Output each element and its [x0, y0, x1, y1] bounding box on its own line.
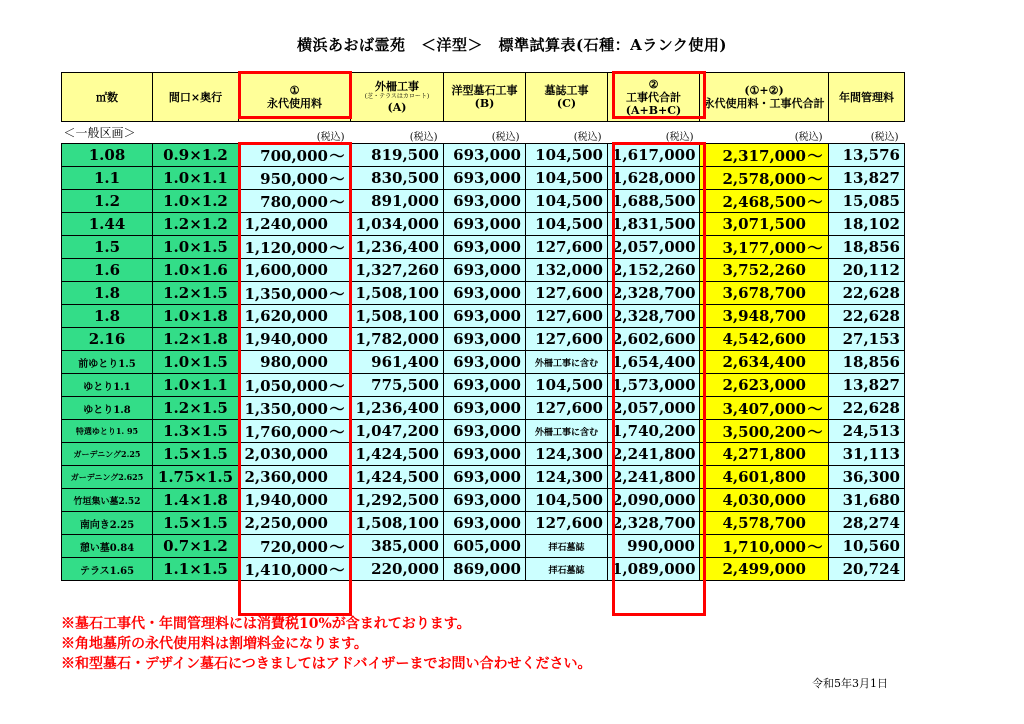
- cell-perpetual-fee: 1,620,000: [239, 305, 351, 328]
- cell-perpetual-fee: 700,000～: [239, 144, 351, 167]
- cell-epitaph-work: 127,600: [526, 512, 608, 535]
- cell-annual-fee: 15,085: [829, 190, 905, 213]
- cell-perpetual-fee: 1,760,000～: [239, 420, 351, 443]
- footnote: ※墓石工事代・年間管理料には消費税10%が含まれております。: [61, 616, 471, 632]
- cell-fence-work: 1,236,400: [351, 397, 444, 420]
- footnote: ※和型墓石・デザイン墓石につきましてはアドバイザーまでお問い合わせください。: [61, 656, 592, 672]
- cell-annual-fee: 13,827: [829, 167, 905, 190]
- cell-tombstone-work: 693,000: [444, 420, 526, 443]
- table-row: [62, 351, 905, 374]
- table-row: [62, 259, 905, 282]
- cell-size: 1.0×1.6: [153, 259, 239, 282]
- header-row: [62, 73, 905, 122]
- cell-area: ゆとり1.1: [62, 374, 153, 397]
- cell-size: 1.3×1.5: [153, 420, 239, 443]
- cell-size: 1.0×1.1: [153, 374, 239, 397]
- table-row: [62, 328, 905, 351]
- cell-size: 0.9×1.2: [153, 144, 239, 167]
- cell-grand-total: 4,542,600: [700, 328, 829, 351]
- cell-tombstone-work: 693,000: [444, 328, 526, 351]
- cell-grand-total: 3,500,200～: [700, 420, 829, 443]
- cell-annual-fee: 31,113: [829, 443, 905, 466]
- price-table: [61, 72, 905, 581]
- cell-grand-total: 2,499,000: [700, 558, 829, 581]
- cell-work-total: 1,740,200: [608, 420, 700, 443]
- table-row: [62, 443, 905, 466]
- cell-tombstone-work: 693,000: [444, 190, 526, 213]
- cell-fence-work: 1,424,500: [351, 443, 444, 466]
- cell-area: 憩い墓0.84: [62, 535, 153, 558]
- cell-tombstone-work: 693,000: [444, 512, 526, 535]
- cell-epitaph-work: 127,600: [526, 397, 608, 420]
- cell-grand-total: 4,271,800: [700, 443, 829, 466]
- cell-tombstone-work: 869,000: [444, 558, 526, 581]
- tax-note: (税込): [239, 122, 351, 144]
- cell-perpetual-fee: 720,000～: [239, 535, 351, 558]
- cell-size: 1.75×1.5: [153, 466, 239, 489]
- table-row: [62, 374, 905, 397]
- cell-area: ガーデニング2.625: [62, 466, 153, 489]
- footnote: ※角地墓所の永代使用料は割増料金になります。: [61, 636, 368, 652]
- cell-perpetual-fee: 1,240,000: [239, 213, 351, 236]
- cell-fence-work: 1,508,100: [351, 305, 444, 328]
- cell-area: 2.16: [62, 328, 153, 351]
- table-row: [62, 420, 905, 443]
- cell-fence-work: 220,000: [351, 558, 444, 581]
- cell-annual-fee: 22,628: [829, 305, 905, 328]
- cell-tombstone-work: 693,000: [444, 374, 526, 397]
- cell-size: 1.1×1.5: [153, 558, 239, 581]
- cell-work-total: 1,628,000: [608, 167, 700, 190]
- cell-area: 1.8: [62, 305, 153, 328]
- cell-work-total: 990,000: [608, 535, 700, 558]
- cell-size: 1.4×1.8: [153, 489, 239, 512]
- table-row: [62, 466, 905, 489]
- cell-size: 1.5×1.5: [153, 443, 239, 466]
- cell-fence-work: 1,424,500: [351, 466, 444, 489]
- cell-grand-total: 3,752,260: [700, 259, 829, 282]
- cell-grand-total: 2,634,400: [700, 351, 829, 374]
- cell-fence-work: 1,047,200: [351, 420, 444, 443]
- cell-perpetual-fee: 2,030,000: [239, 443, 351, 466]
- cell-grand-total: 3,948,700: [700, 305, 829, 328]
- cell-area: ガーデニング2.25: [62, 443, 153, 466]
- table-row: [62, 305, 905, 328]
- cell-fence-work: 1,508,100: [351, 512, 444, 535]
- cell-size: 1.5×1.5: [153, 512, 239, 535]
- cell-epitaph-work: 拝石墓誌: [526, 535, 608, 558]
- cell-fence-work: 1,236,400: [351, 236, 444, 259]
- cell-work-total: 2,328,700: [608, 512, 700, 535]
- table-row: [62, 512, 905, 535]
- cell-fence-work: 891,000: [351, 190, 444, 213]
- cell-grand-total: 4,601,800: [700, 466, 829, 489]
- cell-fence-work: 830,500: [351, 167, 444, 190]
- cell-work-total: 2,090,000: [608, 489, 700, 512]
- table-row: [62, 489, 905, 512]
- page-title: 横浜あおば霊苑 ＜洋型＞ 標準試算表(石種：Aランク使用): [296, 36, 728, 54]
- cell-work-total: 2,328,700: [608, 282, 700, 305]
- cell-grand-total: 2,578,000～: [700, 167, 829, 190]
- cell-tombstone-work: 693,000: [444, 397, 526, 420]
- cell-size: 1.0×1.2: [153, 190, 239, 213]
- cell-fence-work: 1,292,500: [351, 489, 444, 512]
- header-tombstone-work: 洋型墓石工事 (B): [444, 73, 526, 122]
- cell-area: テラス1.65: [62, 558, 153, 581]
- cell-epitaph-work: 127,600: [526, 236, 608, 259]
- cell-epitaph-work: 132,000: [526, 259, 608, 282]
- cell-work-total: 2,241,800: [608, 466, 700, 489]
- cell-fence-work: 819,500: [351, 144, 444, 167]
- cell-area: 1.2: [62, 190, 153, 213]
- cell-fence-work: 1,327,260: [351, 259, 444, 282]
- cell-perpetual-fee: 950,000～: [239, 167, 351, 190]
- cell-tombstone-work: 693,000: [444, 443, 526, 466]
- cell-work-total: 1,688,500: [608, 190, 700, 213]
- table-row: [62, 558, 905, 581]
- cell-annual-fee: 20,724: [829, 558, 905, 581]
- cell-annual-fee: 18,856: [829, 236, 905, 259]
- cell-epitaph-work: 拝石墓誌: [526, 558, 608, 581]
- cell-tombstone-work: 693,000: [444, 236, 526, 259]
- cell-tombstone-work: 693,000: [444, 351, 526, 374]
- cell-size: 1.2×1.8: [153, 328, 239, 351]
- cell-size: 1.0×1.1: [153, 167, 239, 190]
- header-fence-work: 外柵工事 (芝・テラスはカロート) (A): [351, 73, 444, 122]
- cell-perpetual-fee: 1,350,000～: [239, 282, 351, 305]
- cell-work-total: 2,057,000: [608, 236, 700, 259]
- cell-epitaph-work: 104,500: [526, 489, 608, 512]
- cell-epitaph-work: 104,500: [526, 374, 608, 397]
- cell-annual-fee: 27,153: [829, 328, 905, 351]
- tax-note: (税込): [444, 122, 526, 144]
- cell-annual-fee: 22,628: [829, 282, 905, 305]
- table-row: [62, 190, 905, 213]
- cell-annual-fee: 13,827: [829, 374, 905, 397]
- tax-note: (税込): [351, 122, 444, 144]
- cell-annual-fee: 22,628: [829, 397, 905, 420]
- cell-perpetual-fee: 980,000: [239, 351, 351, 374]
- cell-epitaph-work: 104,500: [526, 190, 608, 213]
- cell-grand-total: 3,407,000～: [700, 397, 829, 420]
- tax-note: (税込): [526, 122, 608, 144]
- cell-tombstone-work: 693,000: [444, 259, 526, 282]
- cell-tombstone-work: 693,000: [444, 167, 526, 190]
- cell-perpetual-fee: 1,050,000～: [239, 374, 351, 397]
- cell-work-total: 1,654,400: [608, 351, 700, 374]
- cell-epitaph-work: 外柵工事に含む: [526, 351, 608, 374]
- cell-grand-total: 3,071,500: [700, 213, 829, 236]
- cell-size: 0.7×1.2: [153, 535, 239, 558]
- cell-size: 1.0×1.5: [153, 351, 239, 374]
- cell-perpetual-fee: 2,360,000: [239, 466, 351, 489]
- cell-work-total: 2,057,000: [608, 397, 700, 420]
- cell-size: 1.2×1.5: [153, 397, 239, 420]
- cell-perpetual-fee: 2,250,000: [239, 512, 351, 535]
- footnotes: [61, 614, 591, 674]
- section-label: ＜一般区画＞: [62, 122, 239, 144]
- cell-epitaph-work: 外柵工事に含む: [526, 420, 608, 443]
- cell-perpetual-fee: 1,940,000: [239, 489, 351, 512]
- header-grand-total: (①+②) 永代使用料・工事代合計: [700, 73, 829, 122]
- cell-annual-fee: 31,680: [829, 489, 905, 512]
- cell-grand-total: 2,468,500～: [700, 190, 829, 213]
- cell-area: 1.5: [62, 236, 153, 259]
- cell-area: 1.44: [62, 213, 153, 236]
- cell-epitaph-work: 127,600: [526, 282, 608, 305]
- tax-note: (税込): [608, 122, 700, 144]
- cell-fence-work: 1,508,100: [351, 282, 444, 305]
- cell-epitaph-work: 127,600: [526, 328, 608, 351]
- cell-epitaph-work: 104,500: [526, 167, 608, 190]
- table-row: [62, 535, 905, 558]
- tax-note: (税込): [829, 122, 905, 144]
- cell-grand-total: 2,623,000: [700, 374, 829, 397]
- cell-tombstone-work: 693,000: [444, 144, 526, 167]
- cell-area: 特選ゆとり1. 95: [62, 420, 153, 443]
- cell-work-total: 2,602,600: [608, 328, 700, 351]
- cell-work-total: 2,152,260: [608, 259, 700, 282]
- header-area: ㎡数: [62, 73, 153, 122]
- cell-epitaph-work: 104,500: [526, 144, 608, 167]
- issue-date: 令和5年3月1日: [812, 677, 888, 690]
- cell-perpetual-fee: 1,350,000～: [239, 397, 351, 420]
- cell-perpetual-fee: 780,000～: [239, 190, 351, 213]
- cell-perpetual-fee: 1,940,000: [239, 328, 351, 351]
- cell-work-total: 2,241,800: [608, 443, 700, 466]
- cell-tombstone-work: 693,000: [444, 305, 526, 328]
- cell-area: ゆとり1.8: [62, 397, 153, 420]
- cell-grand-total: 3,678,700: [700, 282, 829, 305]
- cell-area: 1.1: [62, 167, 153, 190]
- tax-note: (税込): [700, 122, 829, 144]
- cell-grand-total: 2,317,000～: [700, 144, 829, 167]
- cell-perpetual-fee: 1,600,000: [239, 259, 351, 282]
- cell-tombstone-work: 693,000: [444, 213, 526, 236]
- cell-grand-total: 3,177,000～: [700, 236, 829, 259]
- cell-tombstone-work: 693,000: [444, 489, 526, 512]
- cell-epitaph-work: 124,300: [526, 466, 608, 489]
- header-epitaph-work: 墓誌工事 (C): [526, 73, 608, 122]
- header-size: 間口×奥行: [153, 73, 239, 122]
- cell-annual-fee: 18,856: [829, 351, 905, 374]
- cell-area: 南向き2.25: [62, 512, 153, 535]
- cell-area: 竹垣集い墓2.52: [62, 489, 153, 512]
- cell-grand-total: 4,578,700: [700, 512, 829, 535]
- cell-size: 1.2×1.5: [153, 282, 239, 305]
- cell-work-total: 1,573,000: [608, 374, 700, 397]
- table-row: [62, 397, 905, 420]
- table-row: [62, 167, 905, 190]
- cell-grand-total: 1,710,000～: [700, 535, 829, 558]
- cell-work-total: 1,831,500: [608, 213, 700, 236]
- cell-fence-work: 961,400: [351, 351, 444, 374]
- cell-tombstone-work: 693,000: [444, 282, 526, 305]
- cell-annual-fee: 18,102: [829, 213, 905, 236]
- cell-epitaph-work: 104,500: [526, 213, 608, 236]
- cell-fence-work: 775,500: [351, 374, 444, 397]
- cell-annual-fee: 36,300: [829, 466, 905, 489]
- cell-annual-fee: 28,274: [829, 512, 905, 535]
- section-row: [62, 122, 905, 144]
- cell-work-total: 1,089,000: [608, 558, 700, 581]
- cell-area: 1.8: [62, 282, 153, 305]
- cell-tombstone-work: 605,000: [444, 535, 526, 558]
- cell-work-total: 2,328,700: [608, 305, 700, 328]
- cell-work-total: 1,617,000: [608, 144, 700, 167]
- cell-fence-work: 1,034,000: [351, 213, 444, 236]
- cell-grand-total: 4,030,000: [700, 489, 829, 512]
- cell-size: 1.0×1.5: [153, 236, 239, 259]
- cell-perpetual-fee: 1,120,000～: [239, 236, 351, 259]
- cell-annual-fee: 13,576: [829, 144, 905, 167]
- cell-tombstone-work: 693,000: [444, 466, 526, 489]
- cell-epitaph-work: 127,600: [526, 305, 608, 328]
- cell-epitaph-work: 124,300: [526, 443, 608, 466]
- table-row: [62, 144, 905, 167]
- header-work-total: ② 工事代合計 (A+B+C): [608, 73, 700, 122]
- cell-annual-fee: 24,513: [829, 420, 905, 443]
- cell-area: 1.6: [62, 259, 153, 282]
- table-row: [62, 236, 905, 259]
- cell-fence-work: 385,000: [351, 535, 444, 558]
- table-row: [62, 282, 905, 305]
- cell-size: 1.2×1.2: [153, 213, 239, 236]
- cell-area: 1.08: [62, 144, 153, 167]
- table-row: [62, 213, 905, 236]
- header-annual-fee: 年間管理料: [829, 73, 905, 122]
- cell-perpetual-fee: 1,410,000～: [239, 558, 351, 581]
- header-perpetual-fee: ① 永代使用料: [239, 73, 351, 122]
- cell-fence-work: 1,782,000: [351, 328, 444, 351]
- cell-area: 前ゆとり1.5: [62, 351, 153, 374]
- cell-annual-fee: 20,112: [829, 259, 905, 282]
- cell-annual-fee: 10,560: [829, 535, 905, 558]
- cell-size: 1.0×1.8: [153, 305, 239, 328]
